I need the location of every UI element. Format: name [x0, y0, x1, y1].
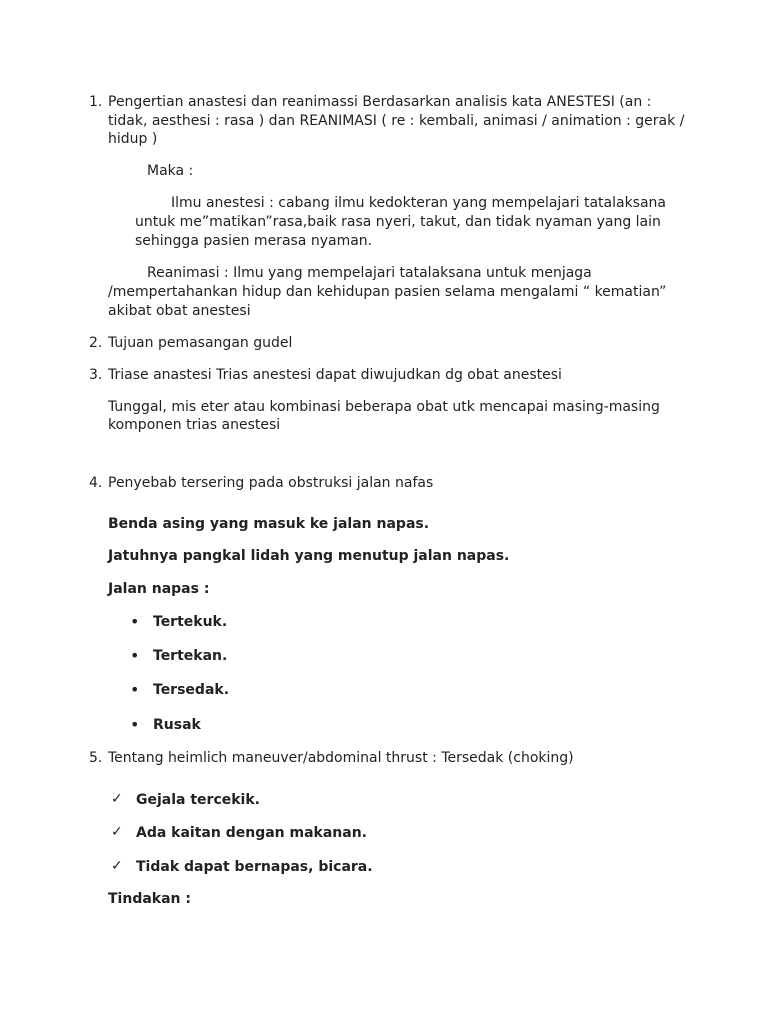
bullet-icon: •	[130, 680, 140, 699]
item-4-number: 4.	[89, 475, 103, 491]
jalan-napas-label: Jalan napas :	[108, 581, 210, 597]
item-1-line-3: hidup )	[108, 131, 158, 147]
bullet-item-4: Rusak	[153, 717, 201, 733]
bullet-item-3: Tersedak.	[153, 682, 230, 698]
cause-line-1: Benda asing yang masuk ke jalan napas.	[108, 516, 430, 532]
item-2-number: 2.	[89, 335, 103, 351]
check-item-1: Gejala tercekik.	[136, 792, 260, 808]
item-3-text: Triase anastesi Trias anestesi dapat diwujudkan dg obat anestesi	[108, 367, 562, 383]
item-1-line-2: tidak, aesthesi : rasa ) dan REANIMASI ( re : kembali, animasi / animation : gerak /	[108, 113, 685, 129]
item-5-text: Tentang heimlich maneuver/abdominal thrust : Tersedak (choking)	[108, 750, 574, 766]
ilmu-line-3: sehingga pasien merasa nyaman.	[135, 233, 373, 249]
ilmu-line-1: Ilmu anestesi : cabang ilmu kedokteran yang mempelajari tatalaksana	[171, 195, 667, 211]
ilmu-line-2: untuk me”matikan”rasa,baik rasa nyeri, takut, dan tidak nyaman yang lain	[135, 214, 661, 230]
bullet-icon: •	[130, 715, 140, 734]
tindakan-label: Tindakan :	[108, 891, 191, 907]
bullet-item-2: Tertekan.	[153, 648, 228, 664]
check-icon: ✓	[111, 791, 123, 807]
bullet-item-1: Tertekuk.	[153, 614, 228, 630]
cause-line-2: Jatuhnya pangkal lidah yang menutup jalan napas.	[108, 548, 510, 564]
reanimasi-line-1: Reanimasi : Ilmu yang mempelajari tatalaksana untuk menjaga	[147, 265, 592, 281]
item-3-sub-line-1: Tunggal, mis eter atau kombinasi beberapa obat utk mencapai masing-masing	[108, 399, 660, 415]
item-1-line-1: Pengertian anastesi dan reanimassi Berdasarkan analisis kata ANESTESI (an :	[108, 94, 652, 110]
check-icon: ✓	[111, 824, 123, 840]
check-item-2: Ada kaitan dengan makanan.	[136, 825, 367, 841]
item-1-number: 1.	[89, 94, 103, 110]
reanimasi-line-2: /mempertahankan hidup dan kehidupan pasien selama mengalami “ kematian”	[108, 284, 667, 300]
bullet-icon: •	[130, 612, 140, 631]
item-3-sub-line-2: komponen trias anestesi	[108, 417, 281, 433]
item-3-number: 3.	[89, 367, 103, 383]
item-2-text: Tujuan pemasangan gudel	[108, 335, 293, 351]
check-icon: ✓	[111, 858, 123, 874]
check-item-3: Tidak dapat bernapas, bicara.	[136, 859, 373, 875]
item-4-text: Penyebab tersering pada obstruksi jalan nafas	[108, 475, 434, 491]
item-5-number: 5.	[89, 750, 103, 766]
bullet-icon: •	[130, 646, 140, 665]
maka-label: Maka :	[147, 163, 194, 179]
reanimasi-line-3: akibat obat anestesi	[108, 303, 251, 319]
